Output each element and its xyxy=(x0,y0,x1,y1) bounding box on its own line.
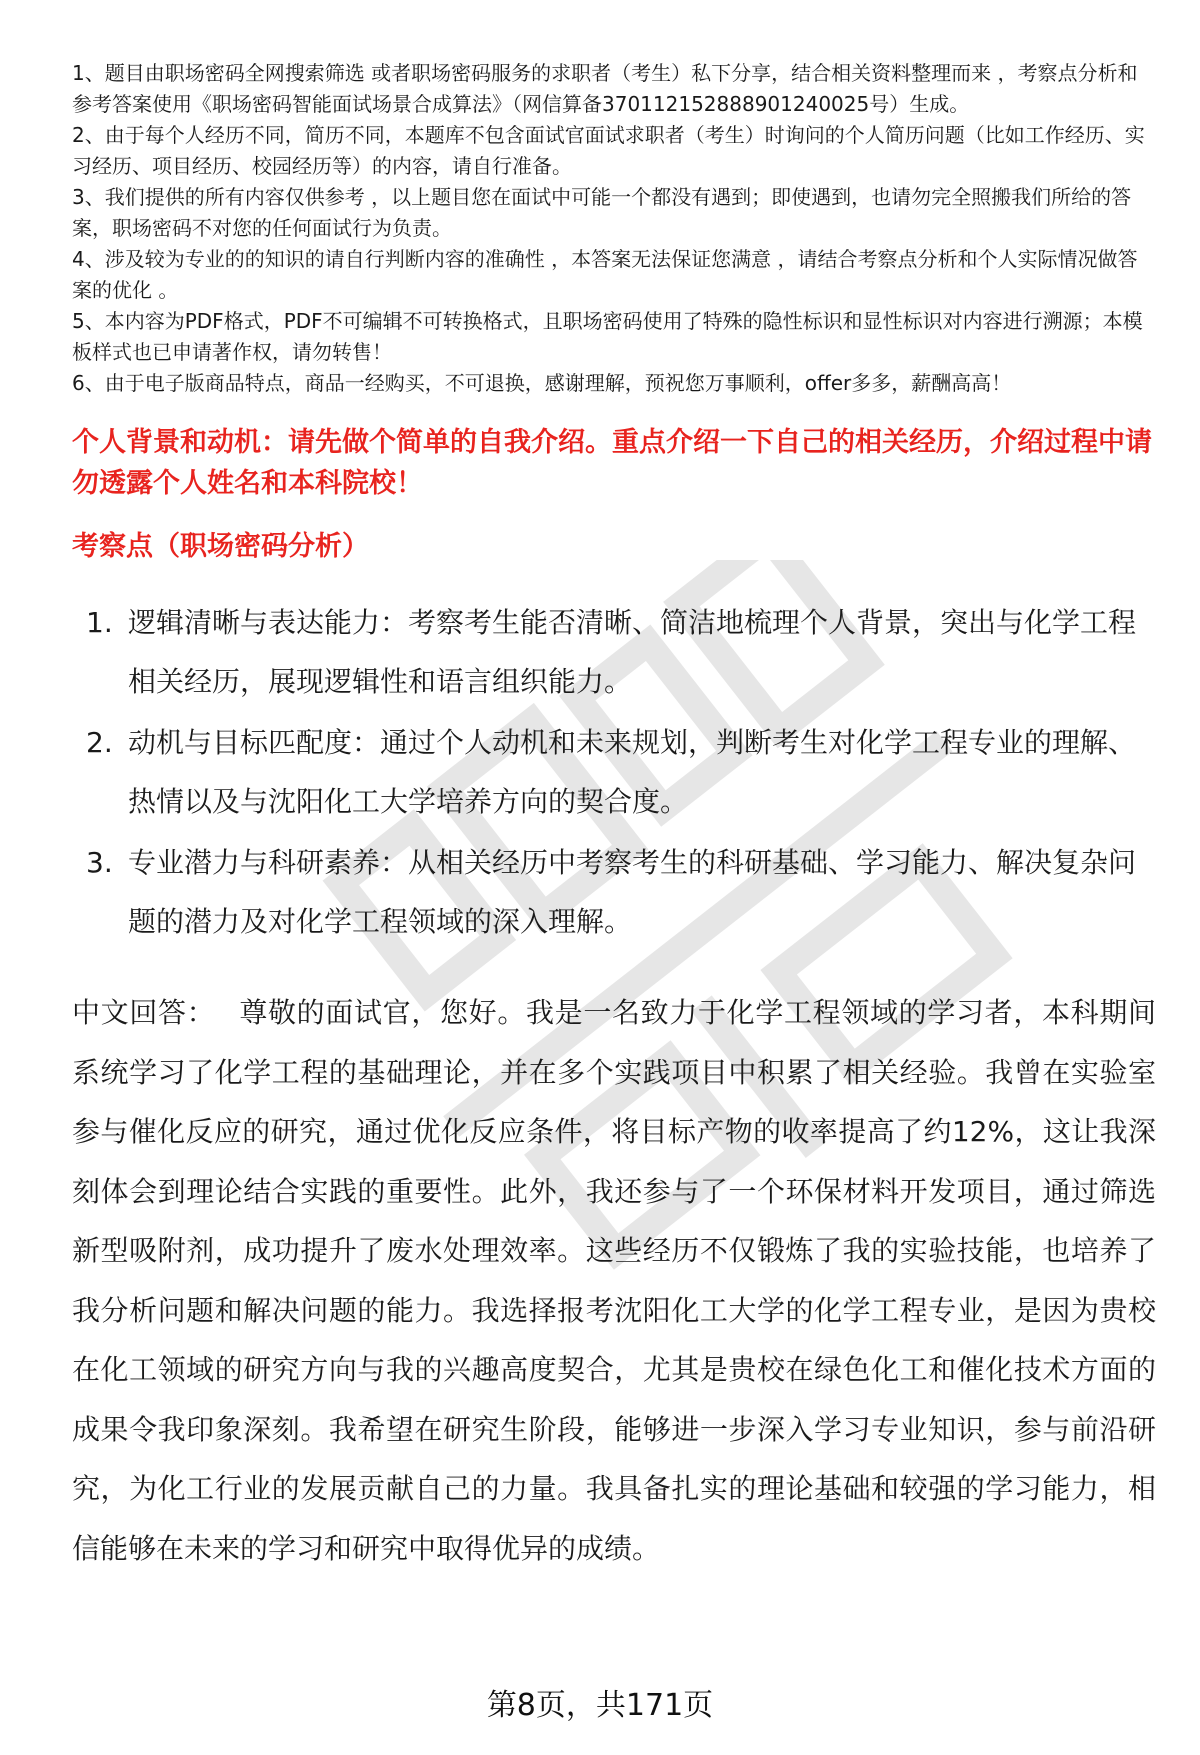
document-page xyxy=(72,58,1156,1606)
analysis-point xyxy=(72,593,1156,711)
answer-paragraph xyxy=(72,983,1156,1578)
answer-label: 中文回答： xyxy=(72,996,216,1029)
disclaimer-item: 4、涉及较为专业的的知识的请自行判断内容的准确性 ，本答案无法保证您满意 ，请结合考察点分析和个人实际情况做答案的优化 。 xyxy=(72,247,1138,302)
disclaimer-item: 6、由于电子版商品特点，商品一经购买，不可退换，感谢理解，预祝您万事顺利，offer多多，薪酬高高！ xyxy=(72,371,1012,395)
point-text: 动机与目标匹配度：通过个人动机和未来规划，判断考生对化学工程专业的理解、热情以及与沈阳化工大学培养方向的契合度。 xyxy=(128,726,1137,818)
disclaimer-item: 1、题目由职场密码全网搜索筛选 或者职场密码服务的求职者（考生）私下分享，结合相关资料整理而来 ，考察点分析和参考答案使用《职场密码智能面试场景合成算法》（网信算备370112152888901240025号）生成。 xyxy=(72,61,1138,116)
analysis-title: 考察点（职场密码分析） xyxy=(72,531,369,562)
interview-question: 个人背景和动机：请先做个简单的自我介绍。重点介绍一下自己的相关经历，介绍过程中请勿透露个人姓名和本科院校！ xyxy=(72,427,1152,499)
analysis-point xyxy=(72,833,1156,951)
analysis-point xyxy=(72,713,1156,831)
point-number: 3. xyxy=(86,846,113,879)
answer-text: 尊敬的面试官，您好。我是一名致力于化学工程领域的学习者，本科期间系统学习了化学工程的基础理论，并在多个实践项目中积累了相关经验。我曾在实验室参与催化反应的研究，通过优化反应条件，将目标产物的收率提高了约12%，这让我深刻体会到理论结合实践的重要性。此外，我还参与了一个环保材料开发项目，通过筛选新型吸附剂，成功提升了废水处理效率。这些经历不仅锻炼了我的实验技能，也培养了我分析问题和解决问题的能力。我选择报考沈阳化工大学的化学工程专业，是因为贵校在化工领域的研究方向与我的兴趣高度契合，尤其是贵校在绿色化工和催化技术方面的成果令我印象深刻。我希望在研究生阶段，能够进一步深入学习专业知识，参与前沿研究，为化工行业的发展贡献自己的力量。我具备扎实的理论基础和较强的学习能力，相信能够在未来的学习和研究中取得优异的成绩。 xyxy=(72,996,1156,1565)
point-number: 2. xyxy=(86,726,113,759)
disclaimer-list xyxy=(72,58,1156,399)
disclaimer-item: 5、本内容为PDF格式，PDF不可编辑不可转换格式，且职场密码使用了特殊的隐性标识和显性标识对内容进行溯源；本模板样式也已申请著作权，请勿转售！ xyxy=(72,309,1143,364)
point-text: 专业潜力与科研素养：从相关经历中考察考生的科研基础、学习能力、解决复杂问题的潜力及对化学工程领域的深入理解。 xyxy=(128,846,1137,938)
point-text: 逻辑清晰与表达能力：考察考生能否清晰、简洁地梳理个人背景，突出与化学工程相关经历，展现逻辑性和语言组织能力。 xyxy=(128,606,1137,698)
disclaimer-item: 2、由于每个人经历不同，简历不同，本题库不包含面试官面试求职者（考生）时询问的个人简历问题（比如工作经历、实习经历、项目经历、校园经历等）的内容，请自行准备。 xyxy=(72,123,1145,178)
disclaimer-item: 3、我们提供的所有内容仅供参考 ，以上题目您在面试中可能一个都没有遇到；即使遇到，也请勿完全照搬我们所给的答案，职场密码不对您的任何面试行为负责。 xyxy=(72,185,1132,240)
analysis-points xyxy=(72,593,1156,951)
point-number: 1. xyxy=(86,606,113,639)
page-number: 第8页，共171页 xyxy=(486,1688,714,1723)
